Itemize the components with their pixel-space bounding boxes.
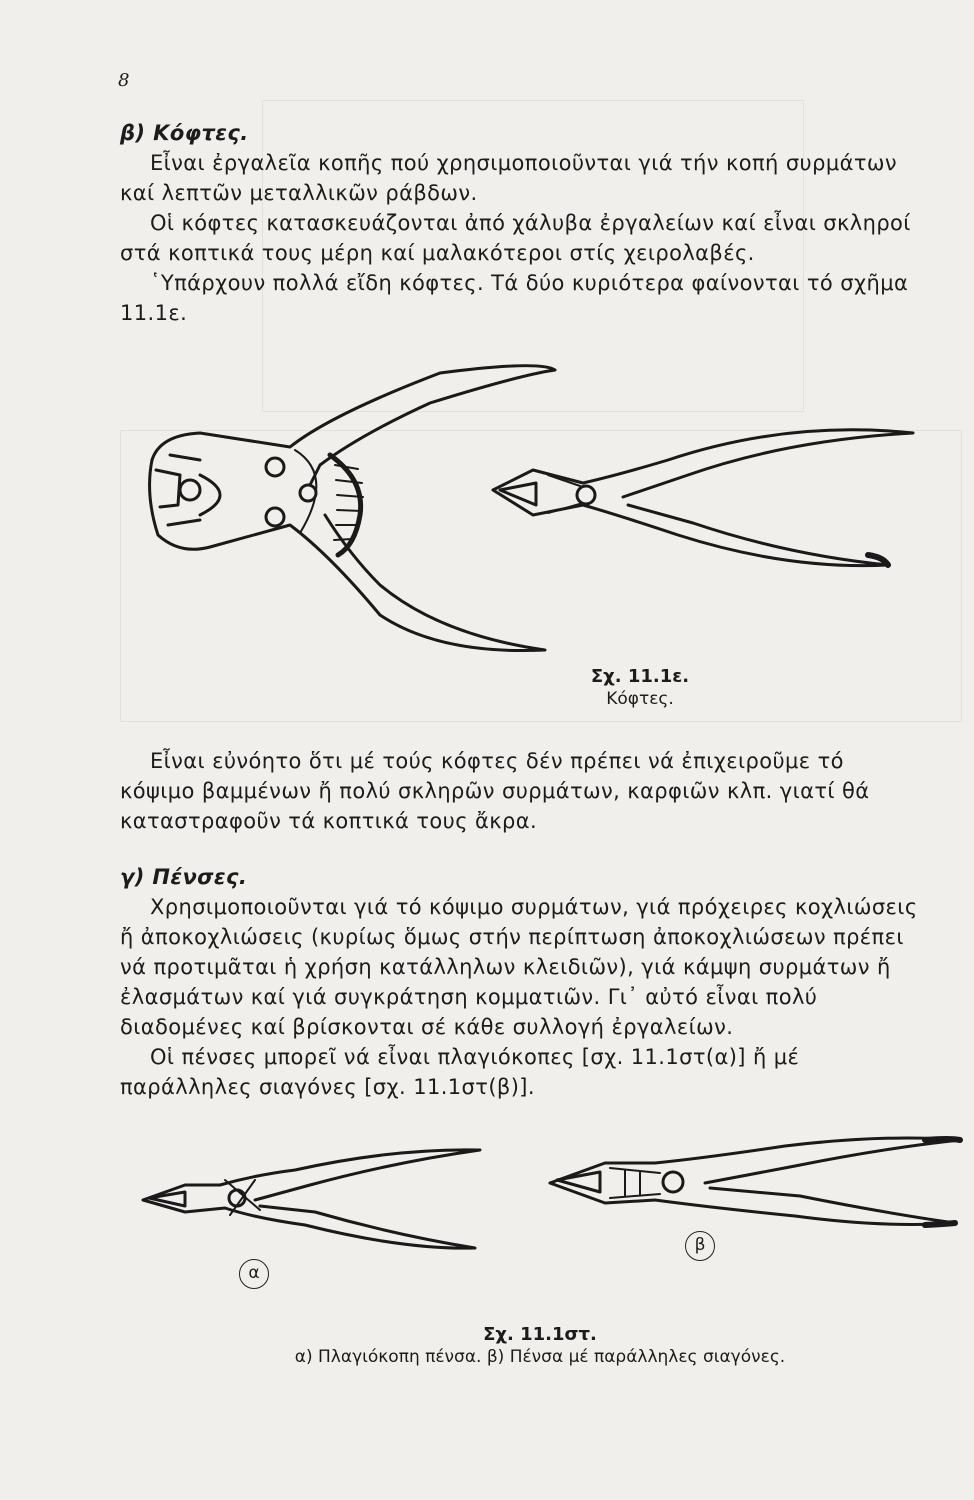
figure-1-title: Κόφτες. bbox=[606, 689, 674, 709]
label-b-marker: β bbox=[685, 1231, 715, 1261]
section-b bbox=[120, 118, 920, 328]
section-c-heading: γ) Πένσες. bbox=[120, 865, 248, 889]
section-b-paragraph-1: Εἶναι ἐργαλεῖα κοπῆς πού χρησιμοποιοῦνται γιά τήν κοπή συρμάτων καί λεπτῶν μεταλλικῶν ράβδων. bbox=[120, 151, 897, 205]
section-b-paragraph-2: Οἱ κόφτες κατασκευάζονται ἀπό χάλυβα ἐργαλείων καί εἶναι σκληροί στά κοπτικά τους μέρη καί μαλακότεροι στίς χειρολαβές. bbox=[120, 211, 911, 265]
section-b-paragraph-3: ῾Υπάρχουν πολλά εἴδη κόφτες. Τά δύο κυριότερα φαίνονται τό σχῆμα 11.1ε. bbox=[120, 271, 909, 325]
figure-2-number: Σχ. 11.1στ. bbox=[483, 1324, 597, 1345]
figure-1-number: Σχ. 11.1ε. bbox=[590, 666, 690, 687]
side-cutter-illustration bbox=[488, 405, 928, 585]
figure-2-title: α) Πλαγιόκοπη πένσα. β) Πένσα μέ παράλληλες σιαγόνες. bbox=[294, 1347, 786, 1367]
label-a-marker: α bbox=[239, 1259, 269, 1289]
section-b-heading: β) Κόφτες. bbox=[120, 121, 249, 145]
figure-1-caption bbox=[560, 666, 720, 710]
page-number: 8 bbox=[118, 70, 130, 91]
cutters-usage-paragraph: Εἶναι εὐνόητο ὅτι μέ τούς κόφτες δέν πρέπει νά ἐπιχειροῦμε τό κόψιμο βαμμένων ἤ πολύ σκληρῶν συρμάτων, καρφιῶν κλπ. γιατί θά καταστραφοῦν τά κοπτικά τους ἄκρα. bbox=[120, 749, 870, 833]
section-c-paragraph-2: Οἱ πένσες μπορεῖ νά εἶναι πλαγιόκοπες [σχ. 11.1στ(α)] ἤ μέ παράλληλες σιαγόνες [σχ. 11.1στ(β)]. bbox=[120, 1045, 800, 1099]
parallel-jaw-pliers-illustration bbox=[545, 1128, 965, 1248]
section-c-paragraph-1: Χρησιμοποιοῦνται γιά τό κόψιμο συρμάτων, γιά πρόχειρες κοχλιώσεις ἤ ἀποκοχλιώσεις (κυρίως ὅμως στήν περίπτωση ἀποκοχλιώσεων πρέπει νά προτιμᾶται ἡ χρήση κατάλληλων κλειδιῶν), γιά κάμψη συρμάτων ἤ ἐλασμάτων καί γιά συγκράτηση κομματιῶν. Γι᾿ αὐτό εἶναι πολύ διαδομένες καί βρίσκονται σέ κάθε συλλογή ἐργαλείων. bbox=[120, 895, 918, 1039]
paragraph-after-figure-1 bbox=[120, 746, 920, 836]
section-c bbox=[120, 862, 920, 1102]
side-cutting-pliers-illustration bbox=[135, 1140, 485, 1260]
figure-2-caption bbox=[230, 1324, 850, 1368]
